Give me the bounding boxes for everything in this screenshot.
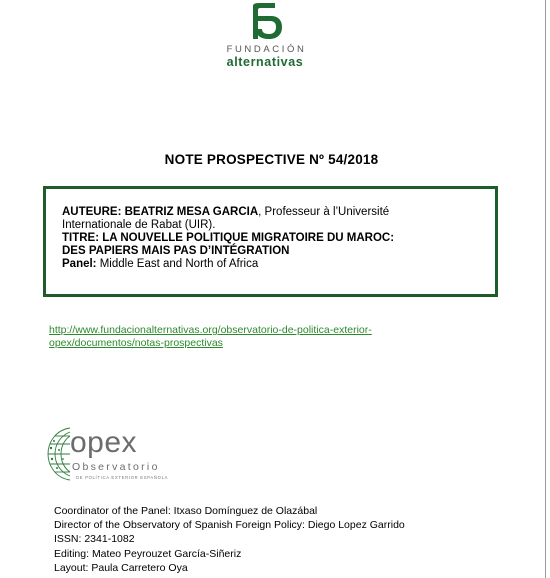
fundacion-alternativas-logo (200, 2, 330, 69)
panel-value: Middle East and North of Africa (99, 258, 259, 270)
author-name: BEATRIZ MESA GARCIA (124, 206, 259, 218)
title-line (62, 232, 479, 245)
credit-coordinator: Coordinator of the Panel: Itxaso Domínguez de Olazábal (54, 505, 318, 517)
credit-editing: Editing: Mateo Peyrouzet García-Siñeriz (54, 547, 242, 560)
page-edge-line (545, 0, 546, 578)
opex-logo (44, 424, 174, 484)
credits-block (54, 504, 405, 575)
org-name-bottom: alternativas (226, 55, 304, 69)
title-line1: LA NOUVELLE POLITIQUE MIGRATOIRE DU MAROC: (102, 232, 395, 244)
observatory-link[interactable] (49, 324, 489, 350)
note-title: NOTE PROSPECTIVE Nº 54/2018 (164, 152, 379, 167)
author-line (62, 206, 479, 219)
link-line1[interactable]: http://www.fundacionalternativas.org/observatorio-de-politica-exterior- (49, 324, 372, 336)
panel-label: Panel: (62, 258, 97, 270)
credit-director: Director of the Observatory of Spanish Foreign Policy: Diego Lopez Garrido (54, 519, 405, 532)
panel-line (62, 258, 479, 271)
fundacion-logo-icon (245, 2, 285, 40)
title-line2: DES PAPIERS MAIS PAS D’INTÉGRATION (62, 245, 290, 257)
link-line2[interactable]: opex/documentos/notas-prospectivas (49, 337, 223, 349)
credit-layout: Layout: Paula Carretero Oya (54, 561, 188, 574)
author-role-line1: , Professeur à l’Université (258, 206, 390, 218)
author-role-line2: Internationale de Rabat (UIR). (62, 219, 216, 231)
opex-word: opex (70, 426, 138, 459)
credit-issn: ISSN: 2341-1082 (54, 533, 135, 546)
opex-tagline: DE POLÍTICA EXTERIOR ESPAÑOLA (76, 475, 169, 480)
info-box (43, 186, 498, 297)
org-name-top: FUNDACIÓN (226, 44, 307, 55)
opex-subtitle: Observatorio (72, 461, 160, 473)
author-label: AUTEURE: (62, 206, 122, 218)
title-label: TITRE: (62, 232, 100, 244)
